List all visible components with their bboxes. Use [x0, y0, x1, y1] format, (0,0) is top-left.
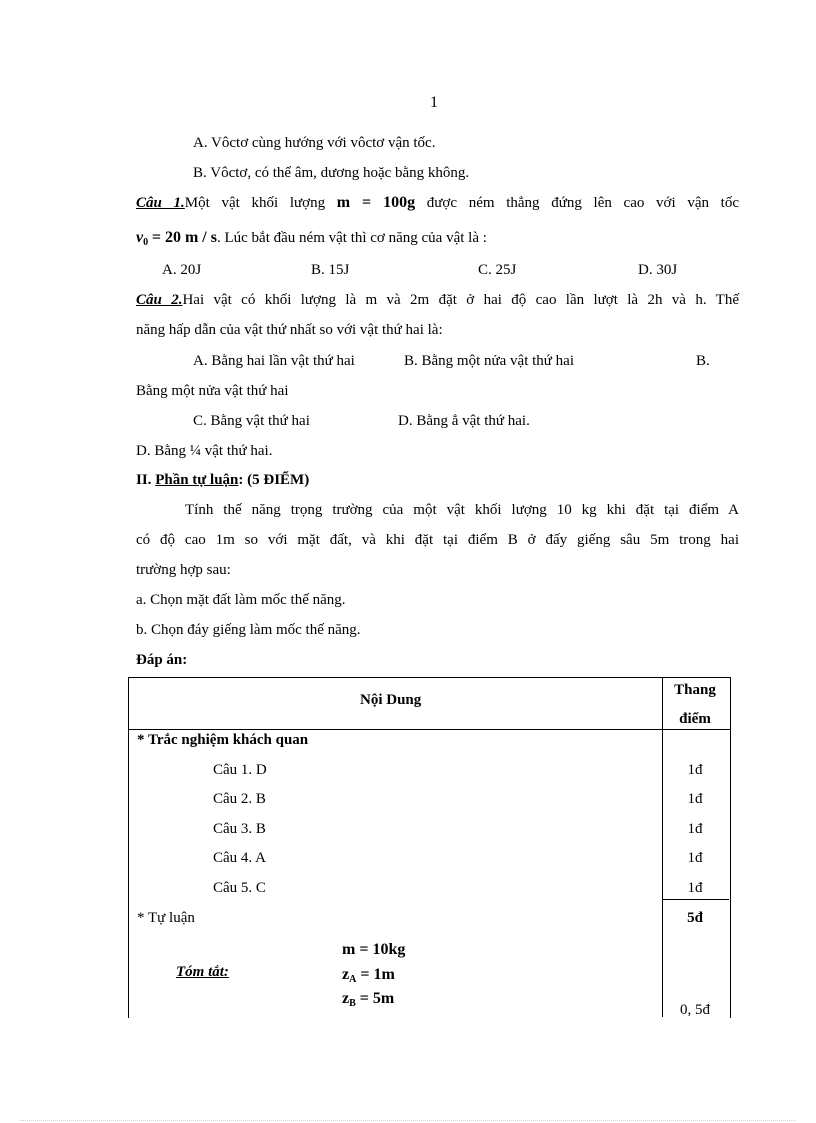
section-essay: * Tự luận: [137, 910, 195, 926]
part2-title: Phần tự luận: [155, 472, 239, 488]
q2-option-a: A. Bằng hai lần vật thứ hai: [193, 353, 355, 369]
page-number: 1: [430, 94, 438, 111]
q1-option-d: D. 30J: [638, 262, 678, 278]
page-bottom-rule: [20, 1120, 796, 1121]
table-header-content: Nội Dung: [360, 692, 422, 708]
given-zb-symbol: z: [342, 990, 350, 1007]
q1-line2-rest: . Lúc bắt đầu ném vật thì cơ năng của vật là :: [216, 230, 487, 246]
q1-v-symbol: v: [136, 229, 144, 246]
table-row-label: Câu 4. A: [213, 850, 266, 866]
given-mass: m = 10kg: [342, 941, 406, 958]
part2-para3: trường hợp sau:: [136, 562, 231, 578]
q1-line2: [136, 228, 487, 253]
table-row-label: Câu 3. B: [213, 821, 266, 837]
part2-item-a: a. Chọn mặt đất làm mốc thế năng.: [136, 592, 346, 608]
q2-option-d2: D. Bằng ¼ vật thứ hai.: [136, 443, 273, 459]
part2-para1: Tính thế năng trọng trường của một vật khối lượng 10 kg khi đặt tại điểm A: [185, 502, 739, 518]
table-row-label: Câu 1. D: [213, 762, 267, 778]
q1-option-a: A. 20J: [162, 262, 202, 278]
part2-para2: có độ cao 1m so với mặt đất, và khi đặt tại điểm B ở đấy giếng sâu 5m trong hai: [136, 532, 739, 548]
table-header-score-2: điểm: [679, 711, 711, 727]
given-zb-sub: B: [349, 998, 356, 1009]
q1-mass: m = 100g: [336, 194, 416, 211]
q1-option-b: B. 15J: [311, 262, 350, 278]
part2-points: (5 ĐIỂM): [247, 472, 310, 488]
q1-v-sub: 0: [143, 237, 149, 248]
table-row-score: 1đ: [687, 791, 703, 807]
q2-option-d1: D. Bằng ẳ vật thứ hai.: [398, 413, 530, 429]
section-objective: * Trắc nghiệm khách quan: [137, 732, 309, 748]
q2-option-b2-label: B.: [696, 353, 710, 369]
q2-option-b2-cont: Bằng một nửa vật thứ hai: [136, 383, 289, 399]
given-za-sub: A: [349, 974, 357, 985]
table-row-score: 1đ: [687, 880, 703, 896]
q1-line1: [136, 193, 739, 213]
part2-prefix: II.: [136, 472, 152, 488]
partial-score-clip: [663, 1003, 727, 1016]
q2-option-b1: B. Bằng một nửa vật thứ hai: [404, 353, 574, 369]
q2-line1: [136, 290, 739, 310]
table-row-score: 1đ: [687, 821, 703, 837]
given-za: [342, 965, 395, 990]
q1-text-before: Một vật khối lượng: [184, 195, 326, 211]
q1-label: Câu 1.: [136, 195, 185, 211]
given-za-value: = 1m: [360, 966, 395, 983]
part2-item-b: b. Chọn đáy giếng làm mốc thế năng.: [136, 622, 361, 638]
table-row-label: Câu 2. B: [213, 791, 266, 807]
q1-option-c: C. 25J: [478, 262, 517, 278]
q2-option-c: C. Bằng vật thứ hai: [193, 413, 310, 429]
table-row-score: 1đ: [687, 762, 703, 778]
q2-line2: năng hấp dẫn của vật thứ nhất so với vật thứ hai là:: [136, 322, 443, 338]
part2-colon: :: [238, 472, 244, 488]
section-essay-score: 5đ: [687, 910, 703, 926]
q2-line1-text: Hai vật có khối lượng là m và 2m đặt ở hai độ cao lần lượt là 2h và h. Thế: [182, 292, 739, 308]
table-row-label: Câu 5. C: [213, 880, 266, 896]
option-b-intro: B. Vôctơ, có thể âm, dương hoặc bằng không.: [193, 165, 470, 181]
table-header-score-1: Thang: [674, 682, 716, 698]
given-zb: [342, 989, 394, 1014]
q2-label: Câu 2.: [136, 292, 183, 308]
given-za-symbol: z: [342, 966, 350, 983]
option-a-intro: A. Vôctơ cùng hướng với vôctơ vận tốc.: [193, 135, 436, 151]
table-row-score: 1đ: [687, 850, 703, 866]
given-zb-value: = 5m: [359, 990, 395, 1007]
score-subtotal-rule: [663, 899, 729, 900]
q1-v-value: = 20 m / s: [151, 229, 217, 246]
partial-score: 0, 5đ: [680, 1003, 710, 1016]
part2-heading: [136, 470, 309, 490]
summary-label: Tóm tắt:: [176, 964, 229, 980]
answer-label: Đáp án:: [136, 652, 188, 668]
q1-text-after: được ném thẳng đứng lên cao với vận tốc: [426, 195, 740, 211]
